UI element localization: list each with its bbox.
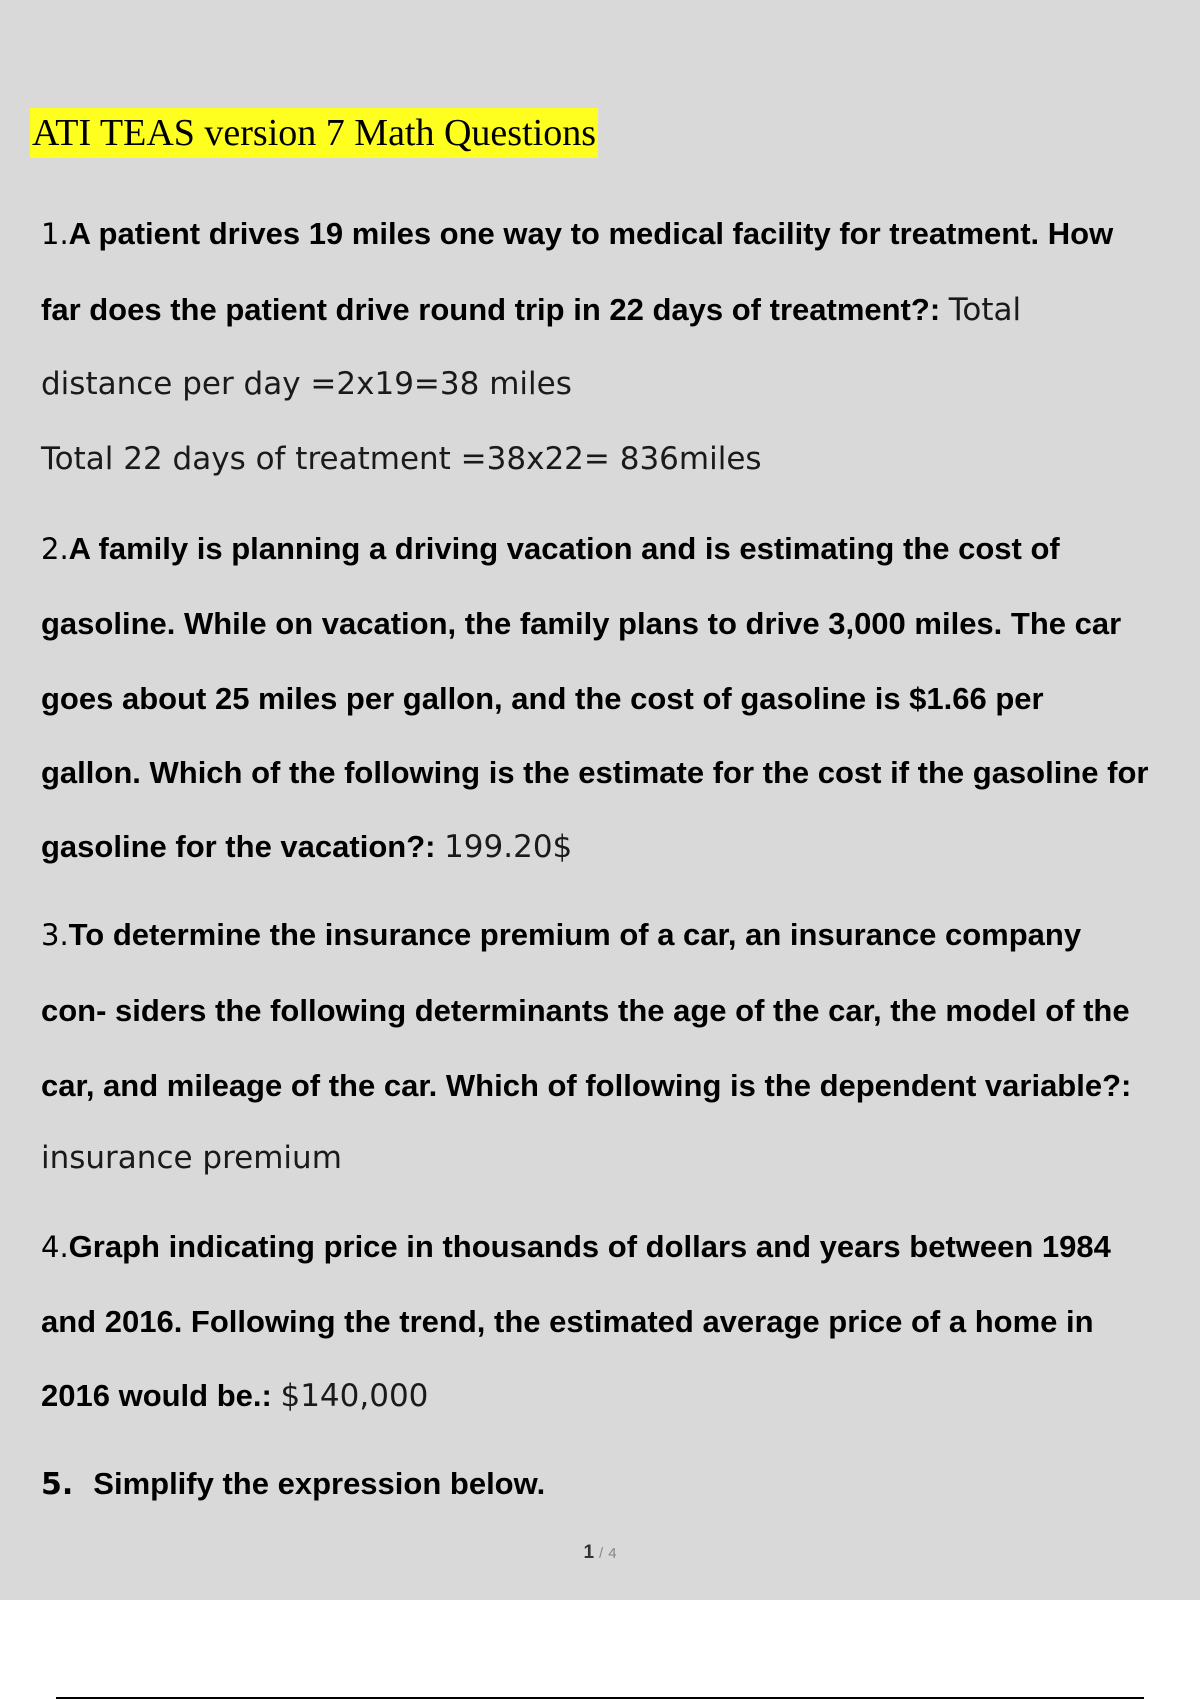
question-3-line-3 — [41, 1066, 1131, 1106]
question-4-answer: $140,000 — [280, 1378, 429, 1414]
question-1-answer-line: Total 22 days of treatment =38x22= 836miles — [41, 441, 762, 477]
question-3-line-1 — [41, 915, 1081, 955]
question-2-line-3 — [41, 679, 1044, 719]
question-4-number: 4. — [41, 1230, 69, 1264]
question-2-line-2 — [41, 604, 1121, 644]
question-3-line-2 — [41, 991, 1130, 1031]
question-4-text: and 2016. Following the trend, the estimated average price of a home in — [41, 1304, 1094, 1339]
question-1-text: A patient drives 19 miles one way to medical facility for treatment. How — [68, 216, 1114, 251]
question-4-line-2 — [41, 1302, 1094, 1342]
question-2-answer: 199.20$ — [444, 829, 573, 865]
question-2-line-1 — [41, 529, 1060, 569]
question-2-line-5 — [41, 827, 572, 867]
question-4-text: 2016 would be.: — [41, 1378, 272, 1413]
question-1-answer-line: distance per day =2x19=38 miles — [41, 366, 572, 402]
question-3-number: 3. — [41, 918, 69, 952]
question-1-line-2 — [41, 290, 1021, 330]
question-3-text: con- siders the following determinants the age of the car, the model of the — [41, 993, 1130, 1028]
question-1-number: 1. — [41, 217, 69, 251]
question-5-line-1 — [41, 1464, 545, 1505]
question-4-line-1 — [41, 1227, 1111, 1267]
current-page-number: 1 — [583, 1542, 595, 1563]
total-pages: 4 — [608, 1545, 617, 1562]
page-indicator — [0, 1542, 1200, 1564]
question-1-line-1 — [41, 214, 1113, 254]
question-5-text: Simplify the expression below. — [93, 1466, 546, 1501]
question-2-text: goes about 25 miles per gallon, and the cost of gasoline is $1.66 per — [41, 681, 1044, 716]
question-1-answer: Total — [948, 292, 1022, 328]
question-3-text: To determine the insurance premium of a car, an insurance company — [68, 917, 1082, 952]
question-1-text: far does the patient drive round trip in 22 days of treatment?: — [41, 292, 941, 327]
question-2-text: A family is planning a driving vacation and is estimating the cost of — [68, 531, 1060, 566]
question-3-answer-line: insurance premium — [41, 1140, 342, 1176]
question-5-number: 5. — [41, 1467, 74, 1502]
question-3-text: car, and mileage of the car. Which of following is the dependent variable?: — [41, 1068, 1132, 1103]
question-2-line-4 — [41, 753, 1148, 793]
document-title: ATI TEAS version 7 Math Questions — [30, 108, 598, 158]
question-2-text: gasoline. While on vacation, the family plans to drive 3,000 miles. The car — [41, 606, 1122, 641]
question-4-line-3 — [41, 1376, 428, 1416]
page-separator: / — [599, 1545, 604, 1562]
question-2-number: 2. — [41, 532, 69, 566]
question-2-text: gasoline for the vacation?: — [41, 829, 436, 864]
question-4-text: Graph indicating price in thousands of dollars and years between 1984 — [68, 1229, 1111, 1264]
question-2-text: gallon. Which of the following is the estimate for the cost if the gasoline for — [41, 755, 1149, 790]
page-divider-line — [56, 1697, 1144, 1699]
